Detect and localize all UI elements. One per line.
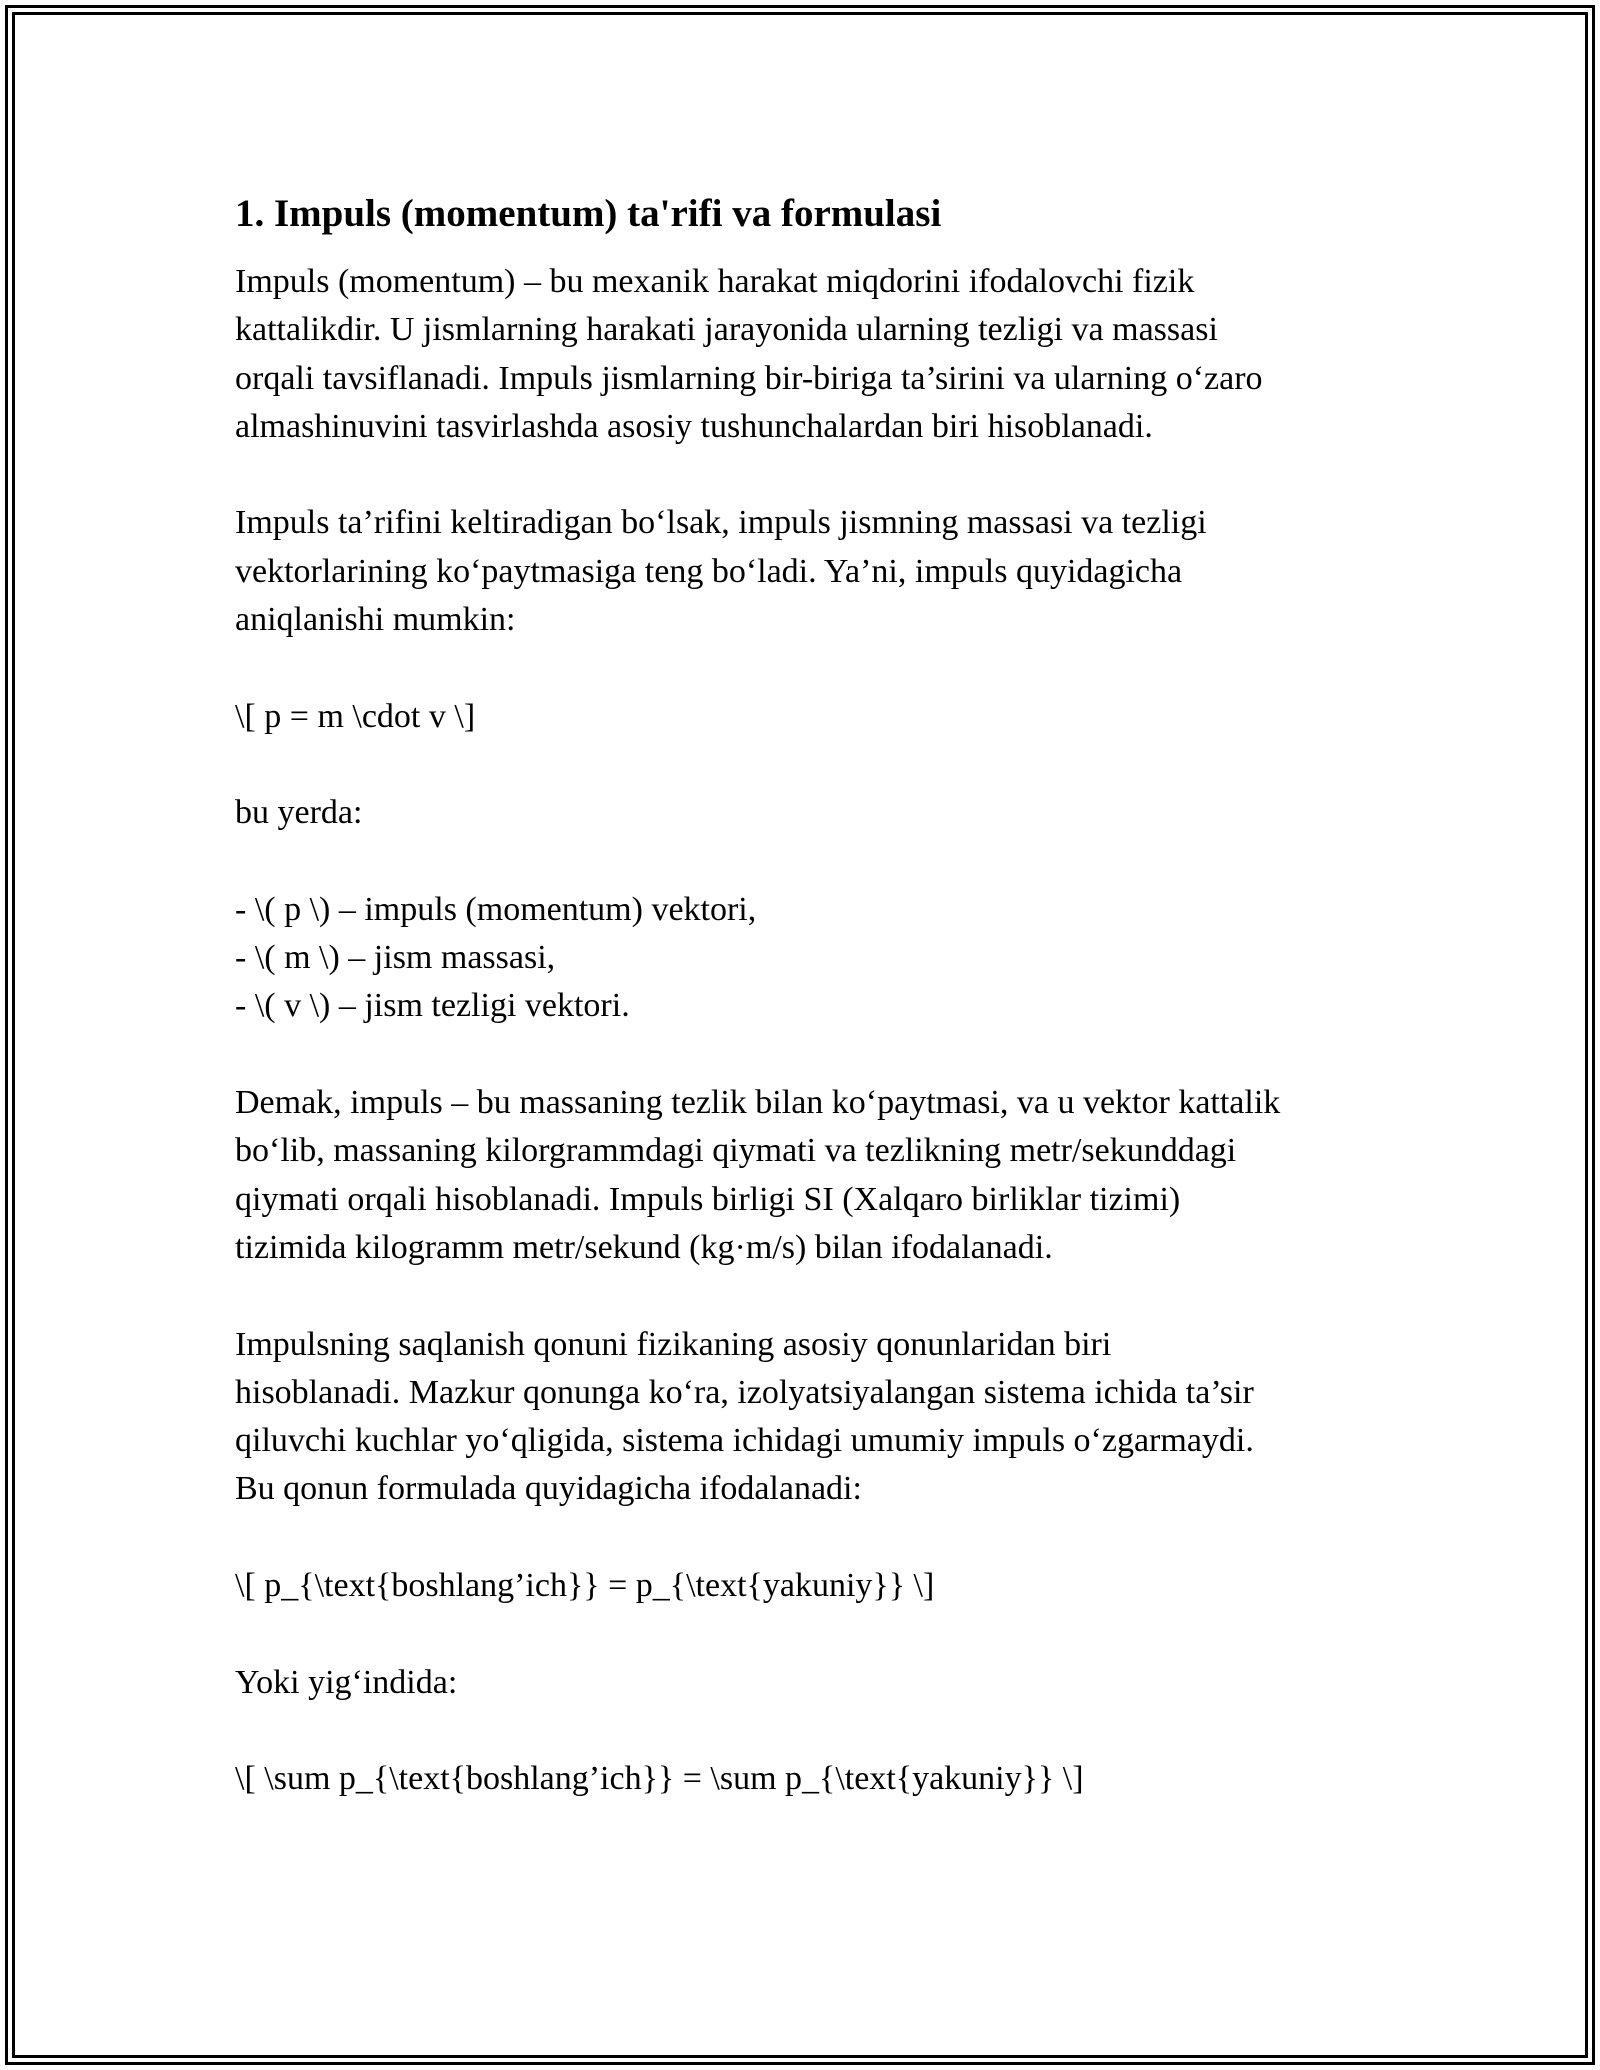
definition-list <box>235 886 1435 1031</box>
text-line: tizimida kilogramm metr/sekund (kg·m/s) bilan ifodalanadi. <box>235 1228 1053 1266</box>
list-item: - \( p \) – impuls (momentum) vektori, <box>235 890 757 928</box>
list-item: - \( m \) – jism massasi, <box>235 939 556 977</box>
text-line: orqali tavsiflanadi. Impuls jismlarning bir-biriga ta’sirini va ularning o‘zaro <box>235 359 1263 397</box>
text-line: hisoblanadi. Mazkur qonunga ko‘ra, izolyatsiyalangan sistema ichida ta’sir <box>235 1373 1254 1411</box>
alternative-label: Yoki yig‘indida: <box>235 1663 458 1701</box>
paragraph-definition <box>235 258 1435 451</box>
text-line: aniqlanishi mumkin: <box>235 601 516 639</box>
text-line: kattalikdir. U jismlarning harakati jarayonida ularning tezligi va massasi <box>235 311 1218 349</box>
paragraph-spacer <box>235 1031 1435 1079</box>
formula-momentum: \[ p = m \cdot v \] <box>235 697 476 735</box>
document-body <box>235 186 1435 1804</box>
paragraph-spacer <box>235 838 1435 886</box>
paragraph-spacer <box>235 644 1435 692</box>
paragraph-units <box>235 1079 1435 1272</box>
list-item: - \( v \) – jism tezligi vektori. <box>235 987 630 1025</box>
text-line: vektorlarining ko‘paytmasiga teng bo‘ladi. Ya’ni, impuls quyidagicha <box>235 552 1183 590</box>
formula-conservation: \[ p_{\text{boshlang’ich}} = p_{\text{yakuniy}} \] <box>235 1567 935 1605</box>
text-line: Impuls (momentum) – bu mexanik harakat miqdorini ifodalovchi fizik <box>235 263 1195 300</box>
paragraph-impulse-product <box>235 499 1435 644</box>
paragraph-spacer <box>235 451 1435 499</box>
text-line: qiluvchi kuchlar yo‘qligida, sistema ichidagi umumiy impuls o‘zgarmaydi. <box>235 1422 1254 1460</box>
formula-sum-conservation: \[ \sum p_{\text{boshlang’ich}} = \sum p_{\text{yakuniy}} \] <box>235 1760 1084 1798</box>
text-line: qiymati orqali hisoblanadi. Impuls birligi SI (Xalqaro birliklar tizimi) <box>235 1180 1181 1218</box>
text-line: Impulsning saqlanish qonuni fizikaning asosiy qonunlaridan biri <box>235 1325 1112 1363</box>
text-line: bo‘lib, massaning kilorgrammdagi qiymati va tezlikning metr/sekunddagi <box>235 1132 1237 1170</box>
text-line: Impuls ta’rifini keltiradigan bo‘lsak, impuls jismning massasi va tezligi <box>235 504 1207 542</box>
paragraph-spacer <box>235 1272 1435 1320</box>
section-heading: 1. Impuls (momentum) ta'rifi va formulasi <box>235 192 942 235</box>
text-line: almashinuvini tasvirlashda asosiy tushunchalardan biri hisoblanadi. <box>235 407 1153 445</box>
paragraph-spacer <box>235 1514 1435 1562</box>
where-label: bu yerda: <box>235 794 363 832</box>
paragraph-spacer <box>235 741 1435 789</box>
text-line: Demak, impuls – bu massaning tezlik bilan ko‘paytmasi, va u vektor kattalik <box>235 1084 1281 1122</box>
paragraph-spacer <box>235 1610 1435 1658</box>
paragraph-spacer <box>235 1707 1435 1755</box>
text-line: Bu qonun formulada quyidagicha ifodalanadi: <box>235 1470 862 1508</box>
paragraph-conservation-law <box>235 1321 1435 1514</box>
